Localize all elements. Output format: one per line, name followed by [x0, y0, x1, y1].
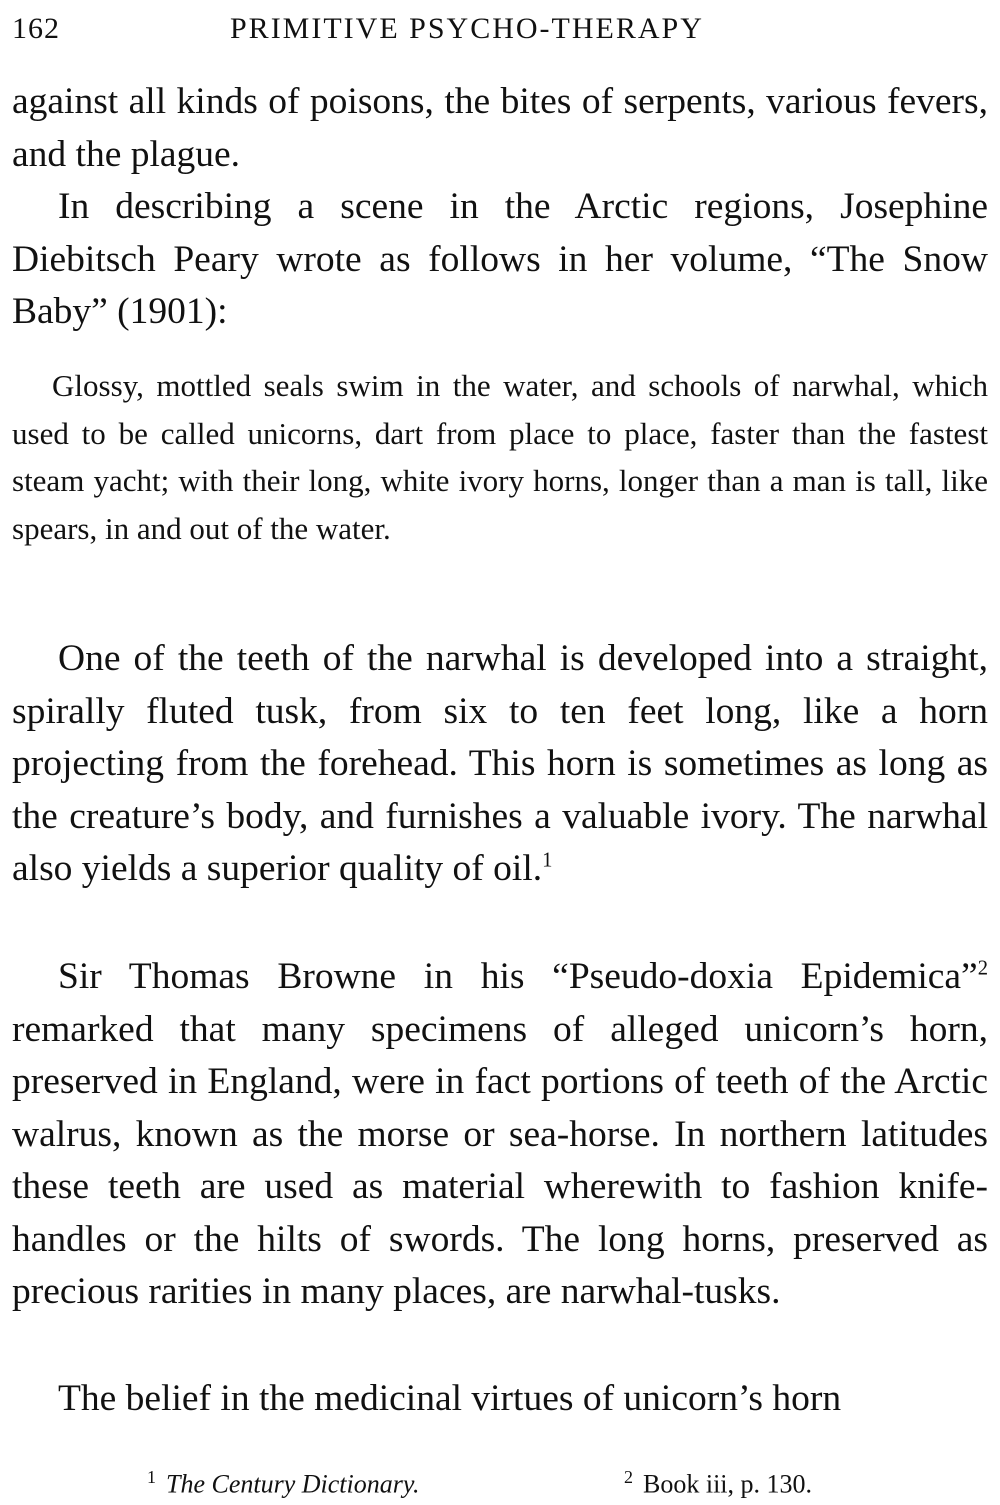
footnote-2 — [624, 1467, 812, 1500]
footnote-2-mark: 2 — [624, 1467, 633, 1487]
footnote-1 — [147, 1467, 419, 1500]
footnote-ref-1: 1 — [542, 849, 553, 872]
footnote-2-text: Book iii, p. 130. — [643, 1469, 813, 1499]
paragraph-continued: against all kinds of poisons, the bites of serpents, various fevers, and the plague. — [12, 81, 988, 175]
paragraph-browne — [12, 951, 988, 1319]
paragraph-narwhal-text: One of the teeth of the narwhal is developed into a straight, spirally fluted tusk, from six to ten feet long, like a horn projecting from the forehead. This horn is sometimes as long as the creature’s body, and furnishes a valuable ivory. The narwhal also yields a superior quality of oil. — [12, 638, 988, 889]
page-number: 162 — [12, 12, 60, 45]
paragraph-narwhal-tusk — [12, 633, 988, 896]
block-quote-snow-baby: Glossy, mottled seals swim in the water, and schools of narwhal, which used to be called unicorns, dart from place to place, faster than the fastest steam yacht; with their long, white ivory horns, longer than a man is tall, like spears, in and out of the water. — [12, 368, 988, 546]
running-head — [12, 12, 988, 52]
paragraph-unicorn-horn-belief: The belief in the medicinal virtues of unicorn’s horn — [58, 1378, 842, 1419]
footnote-1-mark: 1 — [147, 1467, 156, 1487]
paragraph-peary-intro: In describing a scene in the Arctic regions, Josephine Diebitsch Peary wrote as follows in her volume, “The Snow Baby” (1901): — [12, 186, 988, 332]
running-title: PRIMITIVE PSYCHO-THERAPY — [230, 12, 704, 45]
footnote-1-text: The Century Dictionary. — [166, 1469, 420, 1499]
paragraph-browne-text-b: remarked that many specimens of alleged unicorn’s horn, preserved in England, were in fact portions of teeth of the Arctic walrus, known as the morse or sea-horse. In northern latitudes these teeth are used as material wherewith to fashion knife-handles or the hilts of swords. The long horns, preserved as precious rarities in many places, are narwhal-tusks. — [12, 1008, 988, 1312]
paragraph-browne-text-a: Sir Thomas Browne in his “Pseudo-doxia Epidemica” — [58, 956, 978, 997]
footnote-ref-2: 2 — [977, 957, 988, 980]
book-page — [12, 0, 988, 1505]
